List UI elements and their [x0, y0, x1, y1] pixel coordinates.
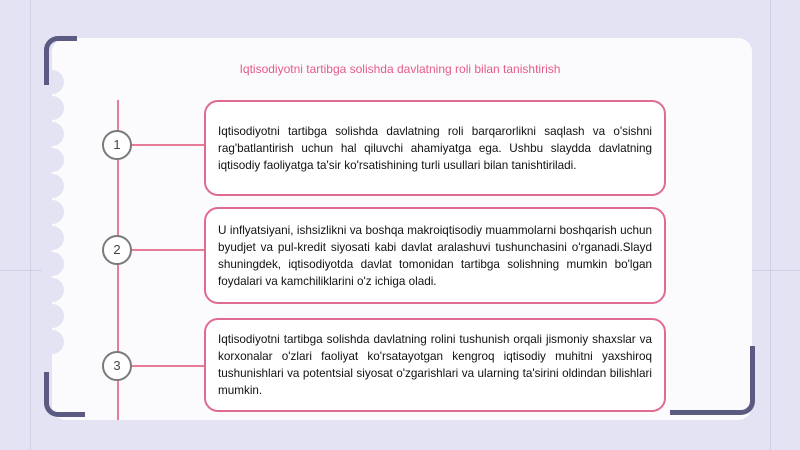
- corner-bracket-top-left: [44, 36, 77, 85]
- step-text-box: [204, 207, 666, 304]
- card-notch: [40, 304, 64, 328]
- step-text: Iqtisodiyotni tartibga solishda davlatning roli barqarorlikni saqlash va o'sishni rag'batlantirish uchun hal qiluvchi ahamiyatga ega. Ushbu slaydda davlatning iqtisodiy faoliyatga ta'sir ko'rsatishining turli usullari bilan tanishtiriladi.: [218, 124, 652, 172]
- guide-line-vertical: [30, 0, 31, 450]
- card-notch: [40, 148, 64, 172]
- step-text: U inflyatsiyani, ishsizlikni va boshqa makroiqtisodiy muammolarni boshqarish uchun byudjet va pul-kredit siyosati kabi davlat aralashuvi tushunchasini o'rganadi.Slayd shuningdek, iqtisodiyotda davlat tomonidan tartibga solishning mumkin bo'lgan foydalari va kamchiliklarini o'z ichiga oladi.: [218, 223, 652, 288]
- step-text: Iqtisodiyotni tartibga solishda davlatning rolini tushunish orqali jismoniy shaxslar va korxonalar o'zlari faoliyat ko'rsatayotgan kengroq iqtisodiy muhitni yaxshiroq tushunishlari va potentsial siyosat o'zgarishlari va ularning ta'sirini oldindan bilishlari mumkin.: [218, 333, 652, 397]
- card-notch: [40, 226, 64, 250]
- card-notch: [40, 200, 64, 224]
- step-number-badge: 3: [102, 351, 132, 381]
- card-notch: [40, 252, 64, 276]
- step-text-box: [204, 318, 666, 412]
- corner-bracket-bottom-right: [670, 346, 755, 415]
- step-number-badge: 2: [102, 235, 132, 265]
- guide-line-vertical: [770, 0, 771, 450]
- card-notch: [40, 330, 64, 354]
- slide-title: Iqtisodiyotni tartibga solishda davlatning roli bilan tanishtirish: [239, 62, 561, 76]
- card-notch: [40, 278, 64, 302]
- card-notch: [40, 174, 64, 198]
- corner-bracket-bottom-left: [44, 372, 85, 417]
- step-text-box: [204, 100, 666, 196]
- card-notch: [40, 96, 64, 120]
- card-notch: [40, 122, 64, 146]
- step-number-badge: 1: [102, 130, 132, 160]
